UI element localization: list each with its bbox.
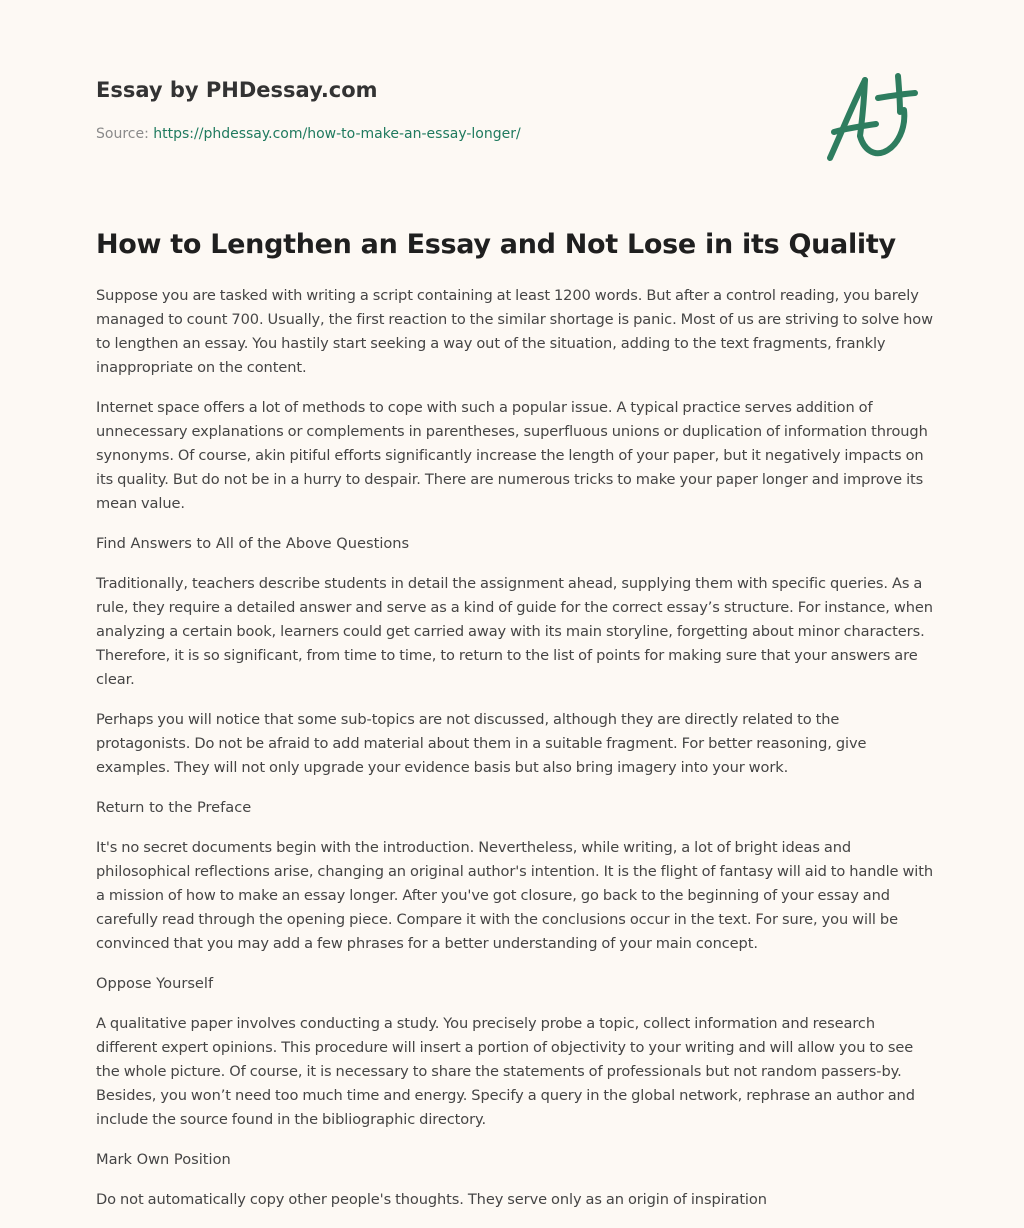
subheading-oppose-yourself: Oppose Yourself [96,975,214,992]
page-title: How to Lengthen an Essay and Not Lose in its Quality [96,229,896,260]
paragraph-study: A qualitative paper involves conducting a study. You precisely probe a topic, collect information and research different expert opinions. This procedure will insert a portion of objectivity to your writing and will allow you to see the whole picture. Of course, it is necessary to share the statements of professionals but not random passers-by. Besides, you won’t need too much time and energy. Specify a query in the global network, rephrase an author and include the source found in the bibliographic directory. [96,1015,915,1128]
paragraph-teachers: Traditionally, teachers describe students in detail the assignment ahead, supplying them with specific queries. As a rule, they require a detailed answer and serve as a kind of guide for the correct essay’s structure. For instance, when analyzing a certain book, learners could get carried away with its main storyline, forgetting about minor characters. Therefore, it is so significant, from time to time, to return to the list of points for making sure that your answers are clear. [96,575,933,688]
paragraph-intro: Suppose you are tasked with writing a script containing at least 1200 words. But after a control reading, you barely managed to count 700. Usually, the first reaction to the similar shortage is panic. Most of us are striving to solve how to lengthen an essay. You hastily start seeking a way out of the situation, adding to the text fragments, frankly inappropriate on the content. [96,287,933,376]
site-header [96,76,796,142]
a-plus-grade-icon [820,66,930,166]
article [96,226,936,1228]
source-line [96,124,521,144]
paragraph-introduction: It's no secret documents begin with the introduction. Nevertheless, while writing, a lot of bright ideas and philosophical reflections arise, changing an original author's intention. It is the flight of fantasy will aid to handle with a mission of how to make an essay longer. After you've got closure, go back to the beginning of your essay and carefully read through the opening piece. Compare it with the conclusions occur in the text. For sure, you will be convinced that you may add a few phrases for a better understanding of your main concept. [96,839,934,952]
paragraph-copy-thoughts: Do not automatically copy other people's thoughts. They serve only as an origin of inspiration [96,1191,767,1208]
source-link[interactable]: https://phdessay.com/how-to-make-an-essay-longer/ [153,126,521,142]
subheading-return-preface: Return to the Preface [96,799,252,816]
subheading-find-answers: Find Answers to All of the Above Questions [96,535,410,552]
paragraph-methods: Internet space offers a lot of methods to cope with such a popular issue. A typical practice serves addition of unnecessary explanations or complements in parentheses, superfluous unions or duplication of information through synonyms. Of course, akin pitiful efforts significantly increase the length of your paper, but it negatively impacts on its quality. But do not be in a hurry to despair. There are numerous tricks to make your paper longer and improve its mean value. [96,399,928,512]
source-label: Source: [96,126,154,142]
site-title: Essay by PHDessay.com [96,78,378,102]
paragraph-subtopics: Perhaps you will notice that some sub-topics are not discussed, although they are directly related to the protagonists. Do not be afraid to add material about them in a suitable fragment. For better reasoning, give examples. They will not only upgrade your evidence basis but also bring imagery into your work. [96,711,867,776]
subheading-mark-position: Mark Own Position [96,1151,231,1168]
